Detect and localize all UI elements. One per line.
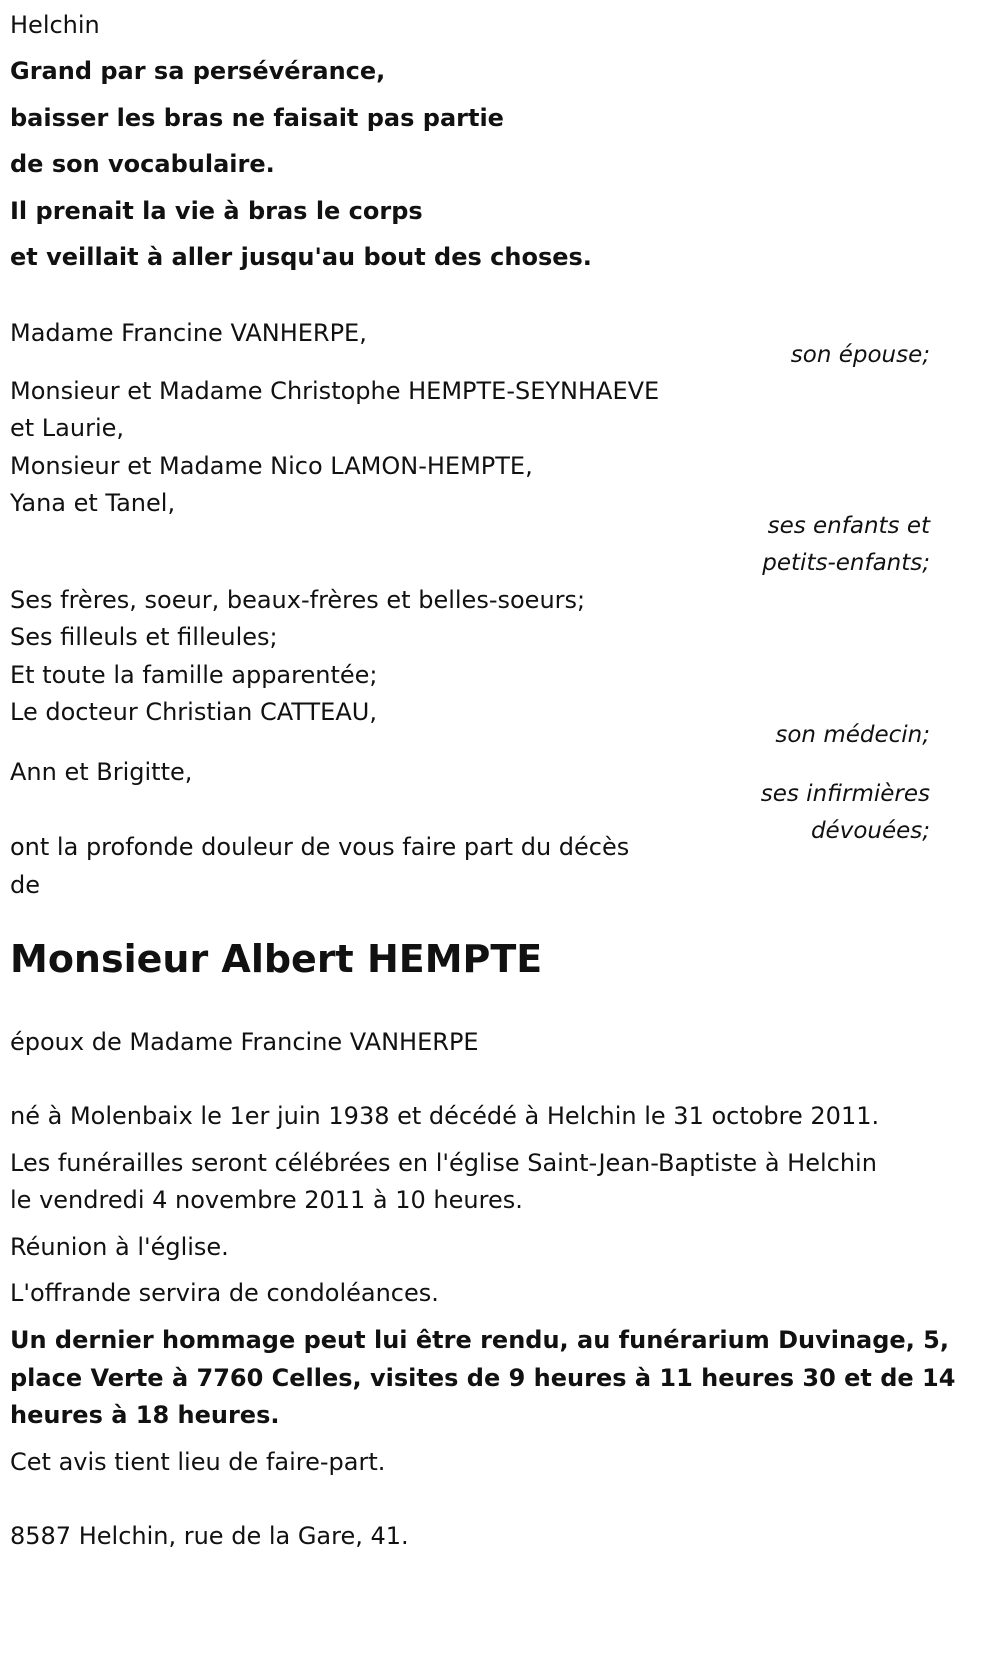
children-role: petits-enfants; [762,550,930,576]
announcement-line: ont la profonde douleur de vous faire part du décès [10,833,630,861]
poem-line: baisser les bras ne faisait pas partie [10,104,504,132]
poem-line: de son vocabulaire. [10,150,275,178]
nurses-role: dévouées; [810,818,930,844]
family-children-line: Monsieur et Madame Nico LAMON-HEMPTE, [10,452,533,480]
tribute-line: heures à 18 heures. [10,1401,280,1429]
family-children-line: Yana et Tanel, [10,489,176,517]
offering: L'offrande servira de condoléances. [10,1279,439,1307]
family-others-line: Ses filleuls et filleules; [10,623,278,651]
announcement-line: de [10,871,40,899]
funeral-line: le vendredi 4 novembre 2011 à 10 heures. [10,1186,523,1214]
doctor-role: son médecin; [775,722,930,748]
birth-death: né à Molenbaix le 1er juin 1938 et décédé à Helchin le 31 octobre 2011. [10,1102,880,1130]
poem-line: Grand par sa persévérance, [10,57,386,85]
reunion: Réunion à l'église. [10,1233,229,1261]
poem-line: et veillait à aller jusqu'au bout des choses. [10,243,592,271]
location-header: Helchin [10,11,100,39]
address: 8587 Helchin, rue de la Gare, 41. [10,1522,409,1550]
spouse-of: époux de Madame Francine VANHERPE [10,1028,479,1056]
family-others-line: Ses frères, soeur, beaux-frères et belles-soeurs; [10,586,586,614]
family-nurses: Ann et Brigitte, [10,758,193,786]
family-children-line: Monsieur et Madame Christophe HEMPTE-SEYNHAEVE [10,377,660,405]
deceased-name: Monsieur Albert HEMPTE [10,937,543,981]
funeral-line: Les funérailles seront célébrées en l'église Saint-Jean-Baptiste à Helchin [10,1149,877,1177]
children-role: ses enfants et [767,513,930,539]
spouse-role: son épouse; [790,342,930,368]
tribute-line: place Verte à 7760 Celles, visites de 9 heures à 11 heures 30 et de 14 [10,1364,956,1392]
nurses-role: ses infirmières [760,781,930,807]
poem-line: Il prenait la vie à bras le corps [10,197,423,225]
family-others-line: Et toute la famille apparentée; [10,661,378,689]
notice: Cet avis tient lieu de faire-part. [10,1448,386,1476]
tribute-line: Un dernier hommage peut lui être rendu, au funérarium Duvinage, 5, [10,1326,949,1354]
family-others-line: Le docteur Christian CATTEAU, [10,698,377,726]
family-spouse: Madame Francine VANHERPE, [10,319,367,347]
family-children-line: et Laurie, [10,414,125,442]
